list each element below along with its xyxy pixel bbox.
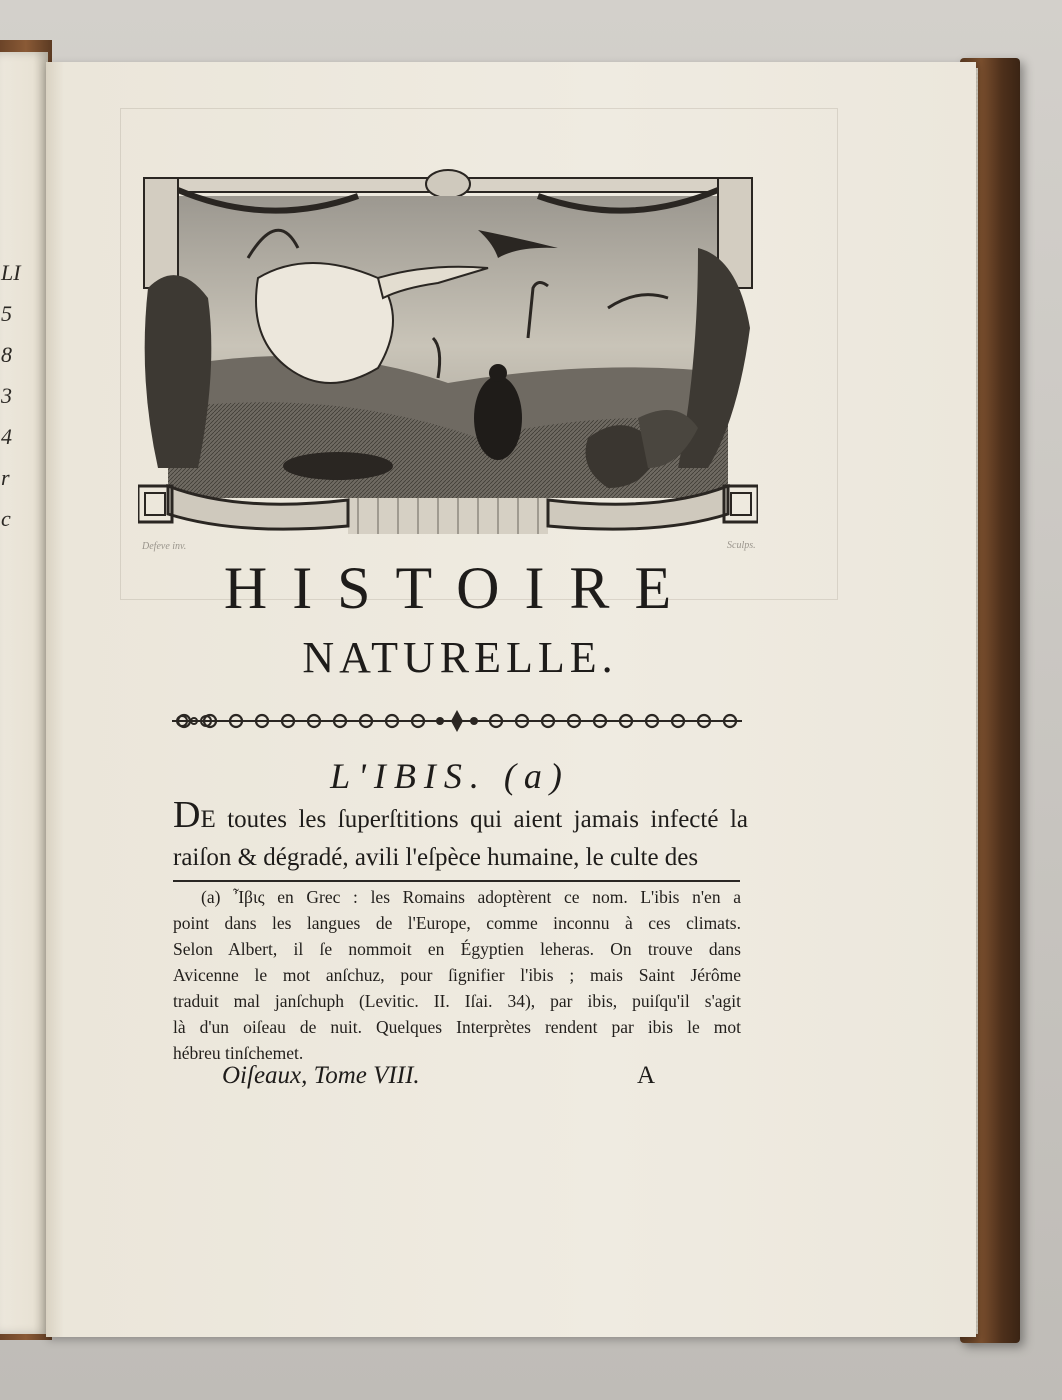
- left-page: [0, 52, 48, 1334]
- left-glyph: 8: [1, 342, 12, 367]
- headpiece-engraving: [138, 168, 758, 536]
- page-subtitle: NATURELLE.: [302, 633, 618, 682]
- footnote-rule: [173, 880, 740, 882]
- engraving-signature-left: Defeve inv.: [142, 541, 187, 552]
- signature-letter: A: [637, 1062, 656, 1089]
- article-body: [173, 794, 748, 877]
- typographic-ornament-band: [172, 708, 742, 734]
- footnote-line: Selon Albert, il ſe nommoit en Égyptien leheras. On trouve dans: [173, 939, 741, 959]
- left-glyph: 4: [1, 424, 12, 449]
- volume-signature: Oiſeaux, Tome VIII.: [222, 1062, 420, 1089]
- footnote-line: là d'un oiſeau de nuit. Quelques Interprètes rendent par ibis le mot: [173, 1017, 741, 1037]
- article-title: L'IBIS. (a): [330, 756, 570, 796]
- footnote-line: traduit mal janſchuph (Levitic. II. Iſai. 34), par ibis, puiſqu'il s'agit: [173, 991, 741, 1011]
- footnote-line: Avicenne le mot anſchuz, pour ſignifier l'ibis ; mais Saint Jérôme: [173, 965, 741, 985]
- article-body-text: E toutes les ſuperſtitions qui aient jamais infecté la raiſon & dégradé, avili l'eſpèce humaine, le culte des: [173, 806, 748, 871]
- left-page-glyphs: [0, 252, 20, 539]
- left-glyph: c: [1, 506, 11, 531]
- left-glyph: 3: [1, 383, 12, 408]
- drop-cap: D: [173, 794, 201, 836]
- engraving-signature-right: Sculps.: [727, 540, 756, 551]
- left-glyph: r: [1, 465, 10, 490]
- footnote-line: hébreu tinſchemet.: [173, 1043, 304, 1063]
- footnote: [173, 884, 741, 1066]
- page-title: HISTOIRE: [223, 555, 697, 621]
- left-glyph: 5: [1, 301, 12, 326]
- left-glyph: LI: [1, 260, 21, 285]
- footnote-line: point dans les langues de l'Europe, comme inconnu à ces climats.: [173, 913, 741, 933]
- footnote-line: (a) Ἶβις en Grec : les Romains adoptèrent ce nom. L'ibis n'en a: [201, 887, 741, 907]
